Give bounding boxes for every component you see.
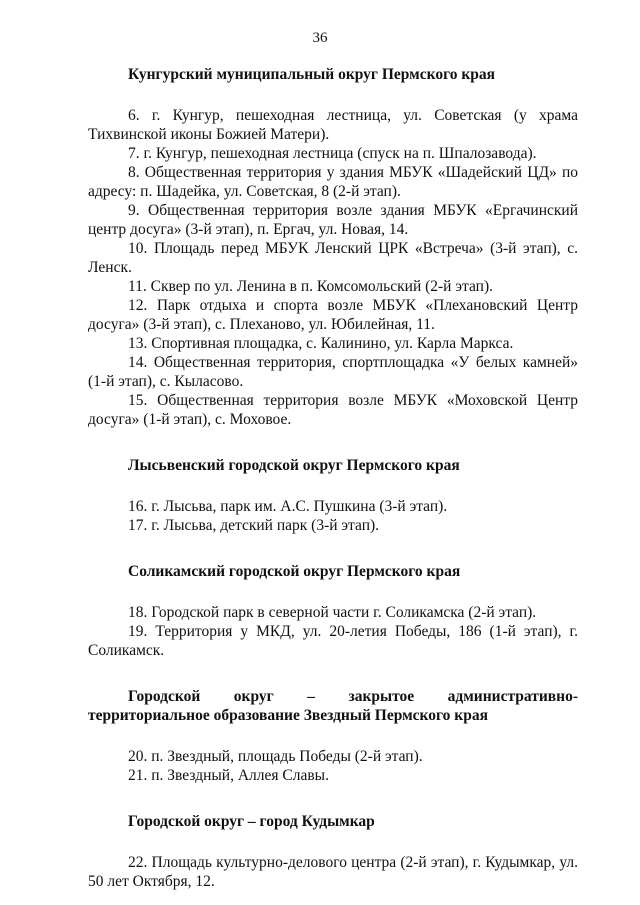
section-kudymkar bbox=[88, 812, 578, 891]
list-item: 20. п. Звездный, площадь Победы (2-й этап). bbox=[128, 748, 423, 765]
list-item: 15. Общественная территория возле МБУК «Моховской Центр досуга» (1-й этап), с. Моховое. bbox=[88, 392, 578, 428]
list-item: 14. Общественная территория, спортплощадка «У белых камней» (1-й этап), с. Кыласово. bbox=[88, 354, 578, 390]
list-item: 22. Площадь культурно-делового центра (2-й этап), г. Кудымкар, ул. 50 лет Октября, 12. bbox=[88, 854, 578, 890]
list-item: 9. Общественная территория возле здания МБУК «Ергачинский центр досуга» (3-й этап), п. Ергач, ул. Новая, 14. bbox=[88, 202, 578, 238]
section-kungur bbox=[88, 65, 578, 429]
section-lysva bbox=[88, 456, 578, 535]
list-item: 21. п. Звездный, Аллея Славы. bbox=[128, 767, 329, 784]
section-heading: Лысьвенский городской округ Пермского края bbox=[128, 457, 460, 474]
list-item: 6. г. Кунгур, пешеходная лестница, ул. Советская (у храма Тихвинской иконы Божией Матери). bbox=[88, 107, 578, 143]
document-body bbox=[88, 65, 578, 891]
list-item: 13. Спортивная площадка, с. Калинино, ул. Карла Маркса. bbox=[128, 335, 514, 352]
section-heading: Городской округ – закрытое административно-территориальное образование Звездный Пермского края bbox=[88, 688, 578, 724]
list-item: 12. Парк отдыха и спорта возле МБУК «Плехановский Центр досуга» (3-й этап), с. Плеханово, ул. Юбилейная, 11. bbox=[88, 297, 578, 333]
list-item: 18. Городской парк в северной части г. Соликамска (2-й этап). bbox=[128, 604, 537, 621]
list-item: 16. г. Лысьва, парк им. А.С. Пушкина (3-й этап). bbox=[128, 498, 448, 515]
section-zvezdny bbox=[88, 687, 578, 785]
section-heading: Соликамский городской округ Пермского края bbox=[128, 563, 461, 580]
list-item: 8. Общественная территория у здания МБУК «Шадейский ЦД» по адресу: п. Шадейка, ул. Советская, 8 (2-й этап). bbox=[88, 164, 578, 200]
section-solikamsk bbox=[88, 562, 578, 660]
list-item: 7. г. Кунгур, пешеходная лестница (спуск на п. Шпалозавода). bbox=[128, 145, 537, 162]
list-item: 10. Площадь перед МБУК Ленский ЦРК «Встреча» (3-й этап), с. Ленск. bbox=[88, 240, 578, 276]
list-item: 17. г. Лысьва, детский парк (3-й этап). bbox=[128, 517, 380, 534]
section-heading: Кунгурский муниципальный округ Пермского края bbox=[128, 66, 496, 83]
list-item: 19. Территория у МКД, ул. 20-летия Победы, 186 (1-й этап), г. Соликамск. bbox=[88, 623, 578, 659]
section-heading: Городской округ – город Кудымкар bbox=[128, 813, 375, 830]
list-item: 11. Сквер по ул. Ленина в п. Комсомольский (2-й этап). bbox=[128, 278, 493, 295]
page-number: 36 bbox=[312, 30, 328, 46]
